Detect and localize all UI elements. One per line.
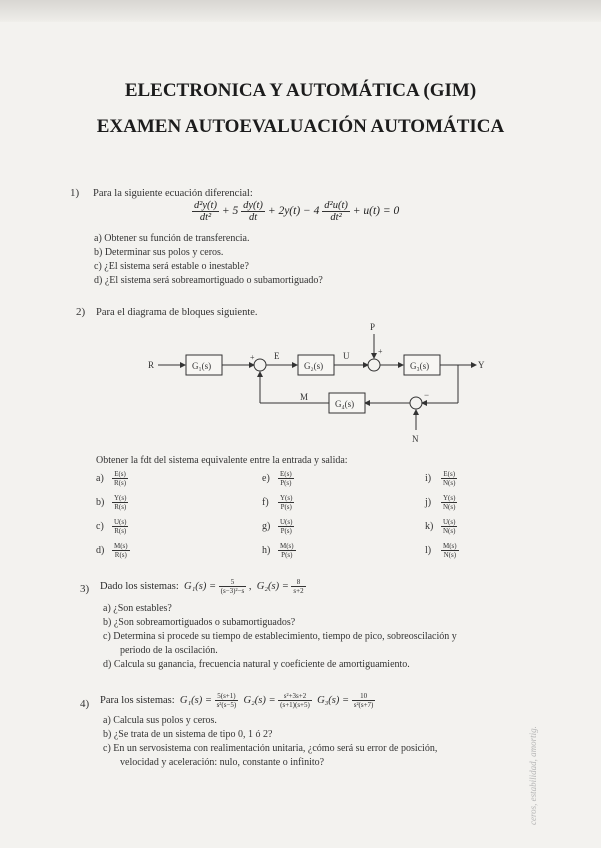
signal-u-label: U (343, 351, 350, 361)
q2-prompt: Obtener la fdt del sistema equivalente entre la entrada y salida: (96, 455, 348, 466)
q2-option-fraction: $\frac{M(s)}{N(s)}$ (443, 542, 457, 559)
sum-junction-1 (254, 359, 266, 371)
q1-text: Para la siguiente ecuación diferencial: (93, 188, 253, 199)
q2-option-9 (425, 470, 457, 487)
q1-item-d: d) ¿El sistema será sobreamortiguado o subamortiguado? (94, 275, 323, 286)
q2-option-label: k) (425, 520, 434, 532)
q2-number: 2) (76, 306, 86, 318)
q4-text: Para los sistemas: (100, 694, 175, 706)
q2-option-7 (262, 518, 294, 535)
q3-text: Dado los sistemas: (100, 580, 179, 592)
q4-statement (100, 692, 375, 709)
q2-option-label: d) (96, 544, 105, 556)
q2-option-fraction: $\frac{U(s)}{P(s)}$ (280, 518, 293, 535)
q2-option-label: e) (262, 472, 270, 484)
q2-option-label: a) (96, 472, 104, 484)
q2-option-fraction: $\frac{E(s)}{R(s)}$ (114, 470, 127, 487)
q2-option-4 (96, 542, 130, 559)
block-g1-label: G₁(s) (192, 361, 212, 371)
q1-equation: $\frac{\text{d²y(t)}}{\text{dt²}}$ + 5 $\frac{dy(t)}{dt}$ + 2y(t) − 4 $\frac{\text{d²u(t)}}{\text{dt²}}$ + u(t) = 0 (194, 200, 400, 223)
q4-item-c: c) En un servosistema con realimentación unitaria, ¿cómo será su error de posición, (103, 743, 438, 754)
q4-item-b: b) ¿Se trata de un sistema de tipo 0, 1 ó 2? (103, 729, 273, 740)
q4-g3-frac: $\frac{10}{\text{s²(s+7)}}$ (353, 692, 374, 709)
signal-m-label: M (300, 392, 309, 402)
q2-option-3 (96, 518, 128, 535)
q4-g1-frac: $\frac{5(s+1)}{\text{s²(s−5)}}$ (216, 692, 237, 709)
q4-g2-lhs: G₂(s) = (243, 694, 276, 706)
q2-option-label: c) (96, 520, 104, 532)
q2-option-6 (262, 494, 294, 511)
q4-g3-lhs: G₃(s) = (317, 694, 350, 706)
eq-term-2: $\frac{dy(t)}{dt}$ (243, 200, 263, 223)
q2-option-label: g) (262, 520, 271, 532)
q2-option-label: b) (96, 496, 105, 508)
q1-item-a: a) Obtener su función de transferencia. (94, 233, 250, 244)
signal-p-label: P (370, 322, 376, 332)
scan-edge-shadow (0, 0, 601, 22)
block-g4-label: G₄(s) (335, 399, 355, 409)
q2-option-fraction: $\frac{U(s)}{R(s)}$ (114, 518, 127, 535)
eq-term-3: $\frac{\text{d²u(t)}}{\text{dt²}}$ (324, 200, 348, 223)
signal-e-label: E (274, 351, 280, 361)
q2-option-fraction: $\frac{E(s)}{P(s)}$ (280, 470, 292, 487)
q3-g1-lhs: G₁(s) = (184, 580, 217, 592)
sum2-plus-sign: + (378, 347, 383, 356)
q2-option-8 (262, 542, 296, 559)
q2-option-12 (425, 542, 459, 559)
q1-item-c: c) ¿El sistema será estable o inestable? (94, 261, 249, 272)
q2-option-fraction: $\frac{Y(s)}{P(s)}$ (280, 494, 293, 511)
q2-option-fraction: $\frac{M(s)}{R(s)}$ (114, 542, 128, 559)
signal-y-label: Y (478, 360, 485, 370)
q3-g2-frac: $\frac{8}{s+2}$ (293, 578, 304, 595)
q4-g1-lhs: G₁(s) = (179, 694, 212, 706)
q2-option-fraction: $\frac{M(s)}{P(s)}$ (280, 542, 294, 559)
q4-item-a: a) Calcula sus polos y ceros. (103, 715, 217, 726)
eq-term-1: $\frac{\text{d²y(t)}}{\text{dt²}}$ (194, 200, 217, 223)
q4-g2-frac: $\frac{\text{s²+3s+2}}{(s+1)(s+5)}$ (280, 692, 310, 709)
q3-g1-frac: $\frac{5}{\text{(s−3)²−s}}$ (220, 578, 245, 595)
q2-option-fraction: $\frac{Y(s)}{N(s)}$ (443, 494, 456, 511)
q1-item-b: b) Determinar sus polos y ceros. (94, 247, 224, 258)
sum-junction-2 (368, 359, 380, 371)
q3-g2-lhs: G₂(s) = (256, 580, 289, 592)
q1-number: 1) (70, 187, 80, 199)
block-g2-label: G₂(s) (304, 361, 324, 371)
q2-option-fraction: $\frac{U(s)}{N(s)}$ (443, 518, 456, 535)
block-g3-label: G₃(s) (410, 361, 430, 371)
q3-number: 3) (80, 583, 90, 595)
signal-n-label: N (412, 434, 419, 444)
q2-option-1 (96, 470, 128, 487)
q2-option-fraction: $\frac{Y(s)}{R(s)}$ (114, 494, 127, 511)
q2-option-label: f) (262, 496, 269, 508)
q2-text: Para el diagrama de bloques siguiente. (96, 307, 258, 318)
page-subtitle: EXAMEN AUTOEVALUACIÓN AUTOMÁTICA (96, 116, 505, 137)
q4-number: 4) (80, 698, 90, 710)
q3-item-a: a) ¿Son estables? (103, 603, 172, 614)
q2-option-label: h) (262, 544, 271, 556)
q2-option-label: j) (425, 496, 432, 508)
q2-option-10 (425, 494, 457, 511)
q2-option-2 (96, 494, 128, 511)
q2-option-11 (425, 518, 457, 535)
block-diagram (140, 318, 500, 446)
q2-option-label: l) (425, 544, 432, 556)
q2-option-label: i) (425, 472, 432, 484)
q3-item-b: b) ¿Son sobreamortiguados o subamortiguados? (103, 617, 296, 628)
q2-option-fraction: $\frac{E(s)}{N(s)}$ (443, 470, 456, 487)
sum3-minus-sign: − (424, 390, 430, 400)
q2-option-5 (262, 470, 294, 487)
q3-item-c: c) Determina si procede su tiempo de establecimiento, tiempo de pico, sobreoscilación y (103, 631, 457, 642)
page-title: ELECTRONICA Y AUTOMÁTICA (GIM) (124, 80, 477, 101)
sum1-plus-sign: + (250, 353, 255, 362)
q3-statement: Dado los sistemas: G₁(s) = $\frac{5}{\text{(s−3)²−s}}$ , G₂(s) = $\frac{8}{s+2}$ (100, 578, 304, 595)
sum-junction-3 (410, 397, 422, 409)
signal-r-label: R (148, 360, 155, 370)
q3-item-d: d) Calcula su ganancia, frecuencia natural y coeficiente de amortiguamiento. (103, 659, 410, 670)
q4-item-c-cont: velocidad y aceleración: nulo, constante o infinito? (120, 757, 325, 768)
q3-item-c-cont: periodo de la oscilación. (120, 645, 218, 656)
handwritten-margin-note: ceros, estabilidad, amortig. (528, 726, 538, 825)
